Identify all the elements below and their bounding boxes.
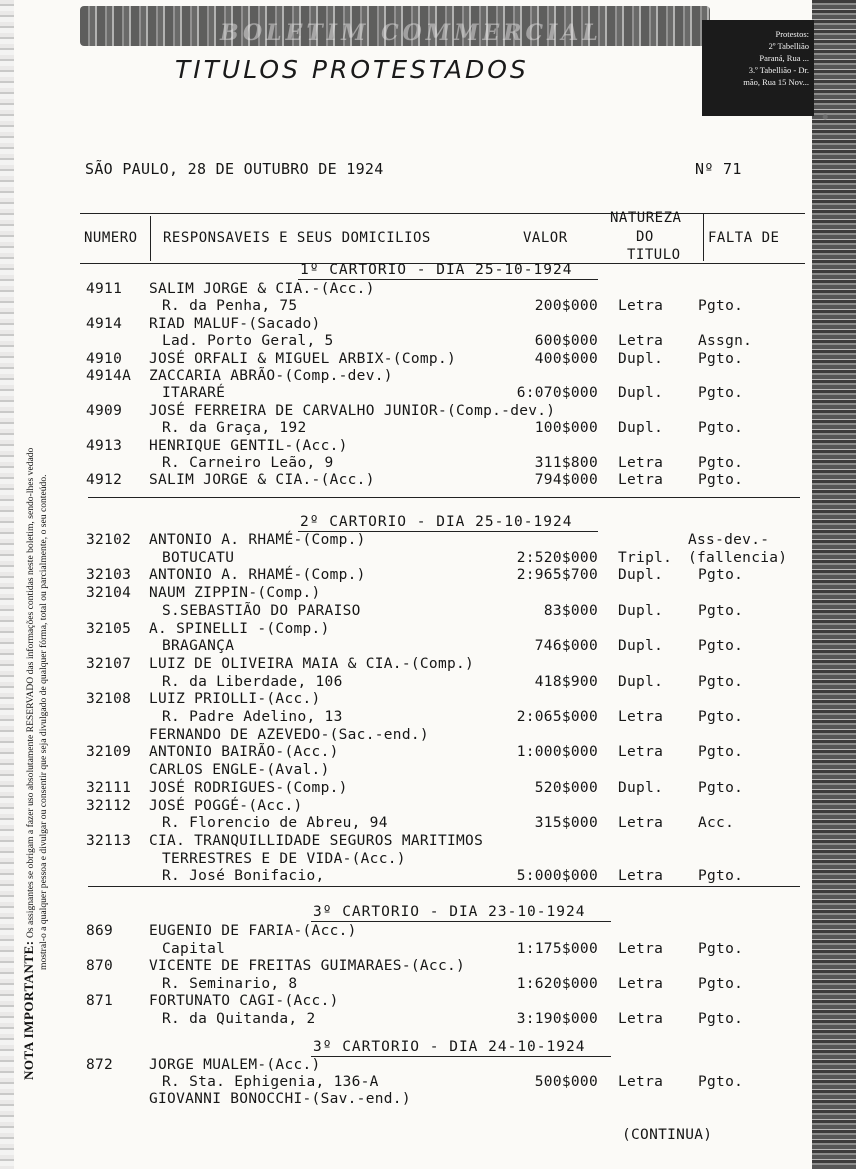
entry-number: 32111 — [86, 779, 132, 796]
entry-nature: Letra — [618, 815, 664, 832]
section-rule — [88, 886, 800, 887]
entry-party: LUIZ PRIOLLI-(Acc.) — [149, 691, 321, 708]
entry-party: JORGE MUALEM-(Acc.) — [149, 1057, 321, 1073]
issue-number: Nº 71 — [695, 160, 742, 178]
entry-nature: Tripl. — [618, 549, 673, 566]
entry-reason: Acc. — [698, 815, 735, 832]
entry-party: R. Florencio de Abreu, 94 — [162, 815, 388, 832]
side-notice-label: NOTA IMPORTANTE: — [21, 940, 36, 1080]
entry-party: R. Sta. Ephigenia, 136-A — [162, 1074, 379, 1090]
entry-number: 4913 — [86, 437, 123, 454]
entry-party: BRAGANÇA — [162, 638, 235, 655]
entry-party: Capital — [162, 940, 226, 957]
entry-reason: Pgto. — [698, 673, 744, 690]
entry-party: ZACCARIA ABRÃO-(Comp.-dev.) — [149, 368, 393, 384]
entry-value: 200$000 — [534, 298, 598, 315]
entry-number: 32103 — [86, 567, 132, 584]
entry-value: 600$000 — [534, 333, 598, 350]
masthead-banner-text: BOLETIM COMMERCIAL — [220, 20, 602, 46]
entry-nature: Letra — [618, 744, 664, 761]
entry-reason: Pgto. — [698, 940, 744, 957]
entry-value: 2:520$000 — [516, 549, 598, 566]
entry-nature: Dupl. — [618, 779, 664, 796]
entry-party: EUGENIO DE FARIA-(Acc.) — [149, 923, 357, 939]
side-notice-line-2: mostral-o a qualquer pessoa e divulgar ou consentir que seja divulgado de qualquer fórma, total ou parcialmente, o seu conteúdo. — [38, 474, 49, 970]
entry-number: 869 — [86, 923, 114, 939]
entry-reason: Pgto. — [698, 567, 744, 584]
entry-value: 83$000 — [543, 602, 598, 619]
entry-number: 4909 — [86, 402, 123, 419]
entry-reason: Pgto. — [698, 779, 744, 796]
entry-party: A. SPINELLI -(Comp.) — [149, 620, 330, 637]
entry-reason: Ass-dev.- — [688, 532, 770, 548]
entry-reason: Pgto. — [698, 455, 744, 471]
column-divider — [703, 213, 704, 261]
column-header-numero: NUMERO — [84, 230, 138, 246]
header-rule-top — [80, 213, 805, 214]
entry-number: 4914A — [86, 368, 132, 384]
entry-value: 3:190$000 — [516, 1011, 598, 1027]
entry-nature: Letra — [618, 1074, 664, 1090]
entry-party: S.SEBASTIÃO DO PARAISO — [162, 602, 361, 619]
entry-reason: Pgto. — [698, 602, 744, 619]
entry-number: 4912 — [86, 472, 123, 489]
column-header-natureza: TITULO — [627, 247, 681, 263]
entry-party: SALIM JORGE & CIA.-(Acc.) — [149, 281, 375, 297]
section-rule — [88, 497, 800, 498]
continues-note: (CONTINUA) — [622, 1127, 713, 1143]
entry-number: 32102 — [86, 532, 132, 548]
entry-party: TERRESTRES E DE VIDA-(Acc.) — [162, 850, 406, 867]
column-header-falta: FALTA DE — [708, 230, 780, 246]
entry-party: BOTUCATU — [162, 549, 235, 566]
entry-party: R. Seminario, 8 — [162, 975, 298, 992]
entry-value: 520$000 — [534, 779, 598, 796]
entry-nature: Letra — [618, 298, 664, 315]
stamp-line: Paraná, Rua ... — [759, 53, 809, 63]
entry-party: VICENTE DE FREITAS GUIMARAES-(Acc.) — [149, 958, 466, 975]
entry-party: FORTUNATO CAGI-(Acc.) — [149, 993, 339, 1010]
entry-value: 1:175$000 — [516, 940, 598, 957]
entry-party: R. Padre Adelino, 13 — [162, 709, 343, 725]
section-heading: 3º CARTORIO - DIA 24-10-1924 — [313, 1039, 586, 1055]
entry-party: JOSÉ FERREIRA DE CARVALHO JUNIOR-(Comp.-dev.) — [149, 402, 556, 419]
entry-reason: Pgto. — [698, 638, 744, 655]
entry-party: R. José Bonifacio, — [162, 868, 325, 885]
stamp-line: Protestos: — [775, 29, 809, 39]
entry-value: 2:965$700 — [516, 567, 598, 584]
entry-number: 4914 — [86, 315, 123, 332]
column-header-responsaveis: RESPONSAVEIS E SEUS DOMICILIOS — [163, 230, 431, 246]
entry-number: 4911 — [86, 281, 123, 297]
entry-number: 32108 — [86, 691, 132, 708]
entry-nature: Letra — [618, 709, 664, 725]
entry-number: 32107 — [86, 655, 132, 672]
entry-nature: Letra — [618, 975, 664, 992]
entry-value: 794$000 — [534, 472, 598, 489]
entry-party: ANTONIO A. RHAMÉ-(Comp.) — [149, 567, 366, 584]
entry-value: 315$000 — [534, 815, 598, 832]
entry-value: 6:070$000 — [516, 385, 598, 402]
stamp-line: 3.º Tabellião - Dr. — [748, 65, 809, 75]
entry-value: 746$000 — [534, 638, 598, 655]
entry-reason: Pgto. — [698, 298, 744, 315]
entry-reason: Assgn. — [698, 333, 753, 350]
registry-stamp — [702, 20, 814, 116]
section-heading: 2º CARTORIO - DIA 25-10-1924 — [300, 514, 573, 530]
entry-number: 32104 — [86, 585, 132, 602]
entry-party: GIOVANNI BONOCCHI-(Sav.-end.) — [149, 1091, 411, 1107]
page-right-edge — [812, 0, 856, 1169]
entry-reason: Pgto. — [698, 420, 744, 437]
entry-number: 32109 — [86, 744, 132, 761]
entry-reason: Pgto. — [698, 975, 744, 992]
column-header-natureza: DO — [636, 229, 654, 245]
entry-party: ANTONIO BAIRÃO-(Acc.) — [149, 744, 339, 761]
entry-party: SALIM JORGE & CIA.-(Acc.) — [149, 472, 375, 489]
entry-party: R. da Graça, 192 — [162, 420, 307, 437]
entry-value: 1:620$000 — [516, 975, 598, 992]
entry-reason: Pgto. — [698, 868, 744, 885]
entry-party: HENRIQUE GENTIL-(Acc.) — [149, 437, 348, 454]
entry-party: ITARARÉ — [162, 385, 226, 402]
section-heading-underline — [311, 921, 611, 922]
entry-number: 871 — [86, 993, 114, 1010]
entry-value: 311$800 — [534, 455, 598, 471]
entry-party: LUIZ DE OLIVEIRA MAIA & CIA.-(Comp.) — [149, 655, 475, 672]
page-title: TITULOS PROTESTADOS — [175, 55, 529, 84]
entry-reason: Pgto. — [698, 350, 744, 367]
city-date: SÃO PAULO, 28 DE OUTUBRO DE 1924 — [85, 160, 384, 178]
stamp-line: mão, Rua 15 Nov... — [743, 77, 809, 87]
entry-value: 418$900 — [534, 673, 598, 690]
entry-nature: Dupl. — [618, 567, 664, 584]
entry-value: 2:065$000 — [516, 709, 598, 725]
section-heading: 3º CARTORIO - DIA 23-10-1924 — [313, 904, 586, 920]
section-heading: 1º CARTORIO - DIA 25-10-1924 — [300, 262, 573, 278]
entry-party: R. da Quitanda, 2 — [162, 1011, 316, 1027]
entry-reason: Pgto. — [698, 472, 744, 489]
column-header-valor: VALOR — [523, 230, 568, 246]
entry-nature: Dupl. — [618, 602, 664, 619]
entry-nature: Letra — [618, 1011, 664, 1027]
entry-number: 32105 — [86, 620, 132, 637]
section-heading-underline — [311, 1056, 611, 1057]
entry-nature: Letra — [618, 455, 664, 471]
entry-party: Lad. Porto Geral, 5 — [162, 333, 334, 350]
entry-reason: Pgto. — [698, 1074, 744, 1090]
entry-party: R. da Penha, 75 — [162, 298, 298, 315]
side-notice-line-1: Os assignantes se obrigam a fazer uso absolutamente RESERVADO das informações contidas neste boletim, sendo-lhes vedado — [25, 447, 36, 938]
entry-reason: Pgto. — [698, 709, 744, 725]
entry-party: R. da Liberdade, 106 — [162, 673, 343, 690]
entry-party: RIAD MALUF-(Sacado) — [149, 315, 321, 332]
entry-reason: Pgto. — [698, 744, 744, 761]
entry-value: 500$000 — [534, 1074, 598, 1090]
entry-number: 872 — [86, 1057, 114, 1073]
page-left-edge — [0, 0, 14, 1169]
entry-nature: Dupl. — [618, 350, 664, 367]
column-header-natureza: NATUREZA — [610, 210, 682, 226]
entry-reason: Pgto. — [698, 385, 744, 402]
entry-value: 5:000$000 — [516, 868, 598, 885]
entry-party: ANTONIO A. RHAMÉ-(Comp.) — [149, 532, 366, 548]
entry-party: JOSÉ RODRIGUES-(Comp.) — [149, 779, 348, 796]
entry-party: CIA. TRANQUILLIDADE SEGUROS MARITIMOS — [149, 832, 484, 849]
entry-value: 1:000$000 — [516, 744, 598, 761]
entry-party: JOSÉ ORFALI & MIGUEL ARBIX-(Comp.) — [149, 350, 457, 367]
entry-nature: Dupl. — [618, 673, 664, 690]
masthead-banner — [80, 6, 710, 46]
side-notice — [22, 230, 50, 1080]
entry-nature: Letra — [618, 333, 664, 350]
entry-number: 32113 — [86, 832, 132, 849]
section-heading-underline — [298, 279, 598, 280]
entry-number: 870 — [86, 958, 114, 975]
entry-value: 100$000 — [534, 420, 598, 437]
entry-number: 32112 — [86, 797, 132, 814]
entry-number: 4910 — [86, 350, 123, 367]
entry-reason: Pgto. — [698, 1011, 744, 1027]
entry-nature: Dupl. — [618, 420, 664, 437]
entry-party: FERNANDO DE AZEVEDO-(Sac.-end.) — [149, 726, 429, 743]
stamp-line: 2º Tabellião — [768, 41, 809, 51]
entry-party: JOSÉ POGGÉ-(Acc.) — [149, 797, 303, 814]
entry-party: R. Carneiro Leão, 9 — [162, 455, 334, 471]
entry-nature: Letra — [618, 472, 664, 489]
entry-value: 400$000 — [534, 350, 598, 367]
entry-nature: Dupl. — [618, 385, 664, 402]
entry-reason: (fallencia) — [688, 549, 788, 566]
entry-nature: Letra — [618, 868, 664, 885]
entry-nature: Letra — [618, 940, 664, 957]
entry-party: NAUM ZIPPIN-(Comp.) — [149, 585, 321, 602]
column-divider — [150, 216, 151, 261]
entry-party: CARLOS ENGLE-(Aval.) — [149, 762, 330, 779]
entry-nature: Dupl. — [618, 638, 664, 655]
